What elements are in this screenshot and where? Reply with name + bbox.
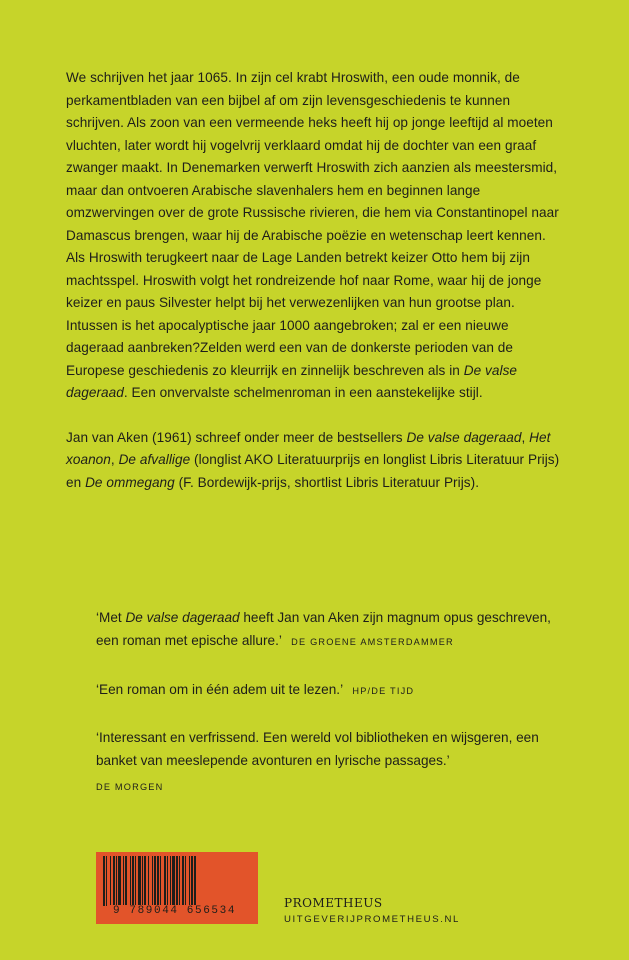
barcode-bars [101, 856, 253, 906]
barcode-bar [138, 856, 141, 906]
barcode-bar [113, 856, 115, 906]
publisher [284, 896, 460, 927]
barcode-bar [125, 856, 127, 906]
barcode-bar [179, 856, 180, 906]
barcode-bar [154, 856, 156, 906]
blurb [66, 67, 566, 494]
barcode-bar [144, 856, 146, 906]
publisher-url: UITGEVERIJPROMETHEUS.NL [284, 914, 460, 925]
quote-text: ‘Interessant en verfrissend. Een wereld vol bibliotheken en wijsgeren, een banket van meeslepende avonturen en lyrische passages.’ [96, 730, 539, 768]
barcode-bar [157, 856, 159, 906]
barcode-bar [118, 856, 121, 906]
barcode-bar [135, 856, 136, 906]
barcode-bar [172, 856, 175, 906]
review-quote-2 [96, 679, 576, 703]
barcode-bar [132, 856, 134, 906]
quote-text: ‘Een roman om in één adem uit te lezen.’ [96, 682, 343, 697]
quote-source: HP/DE TIJD [352, 686, 415, 696]
barcode-bar [164, 856, 166, 906]
author-bio: Jan van Aken (1961) schreef onder meer de bestsellers De valse dageraad, Het xoanon, De afvallige (longlist AKO Literatuurprijs en longlist Libris Literatuur Prijs) en De ommegang (F. Bordewijk-prijs, shortlist Libris Literatuur Prijs). [66, 429, 560, 490]
barcode-bar [123, 856, 124, 906]
quote-text: heeft Jan van Aken zijn magnum opus geschreven, een roman met epische allure.’ [96, 610, 551, 648]
isbn-number: 9 789044 656534 [110, 905, 239, 917]
publisher-logo: PROMETHEUS [284, 896, 383, 910]
barcode-bar [176, 856, 178, 906]
barcode-bar [160, 856, 161, 906]
barcode-bar [106, 856, 107, 906]
barcode-bar [167, 856, 168, 906]
barcode-bar [194, 856, 196, 906]
barcode-bar [110, 856, 111, 906]
barcode-bar [185, 856, 186, 906]
barcode-bar [191, 856, 193, 906]
barcode-bar [103, 856, 105, 906]
quote-source: DE GROENE AMSTERDAMMER [291, 636, 454, 647]
barcode-bar [189, 856, 190, 906]
review-quote-1 [96, 607, 576, 653]
review-quote-3 [96, 727, 576, 799]
barcode [96, 852, 258, 924]
barcode-bar [152, 856, 153, 906]
quote-text: ‘Met [96, 610, 126, 625]
barcode-bar [148, 856, 149, 906]
barcode-bar [142, 856, 143, 906]
barcode-bar [130, 856, 131, 906]
barcode-bar [116, 856, 117, 906]
barcode-bar [170, 856, 171, 906]
quote-book-title: De valse dageraad [125, 610, 240, 625]
blurb-paragraph: We schrijven het jaar 1065. In zijn cel krabt Hroswith, een oude monnik, de perkamentbladen van een bijbel af om zijn levensgeschiedenis te kunnen schrijven. Als zoon van een vermeende heks heeft hij op jonge leeftijd al moeten vluchten, later wordt hij vogelvrij verklaard omdat hij de dochter van een graaf zwanger maakt. In Denemarken verwerft Hroswith zich aanzien als meestersmid, maar dan ontvoeren Arabische slavenhalers hem en beginnen lange omzwervingen over de grote Russische rivieren, die hem via Constantinopel naar Damascus brengen, waar hij de Arabische poëzie en wetenschap leert kennen. Als Hroswith terugkeert naar de Lage Landen betrekt keizer Otto hem bij zijn machtsspel. Hroswith volgt het rondreizende hof naar Rome, waar hij de jonge keizer en paus Silvester helpt bij het verwezenlijken van hun grootse plan. Intussen is het apocalyptische jaar 1000 aangebroken; zal er een nieuwe dageraad aanbreken?Zelden werd een van de donkerste perioden van de Europese geschiedenis zo kleurrijk en zinnelijk beschreven als in De valse dageraad. Een onvervalste schelmenroman in een aanstekelijke stijl. [66, 70, 559, 400]
barcode-bar [182, 856, 184, 906]
quote-source: DE MORGEN [96, 782, 164, 792]
